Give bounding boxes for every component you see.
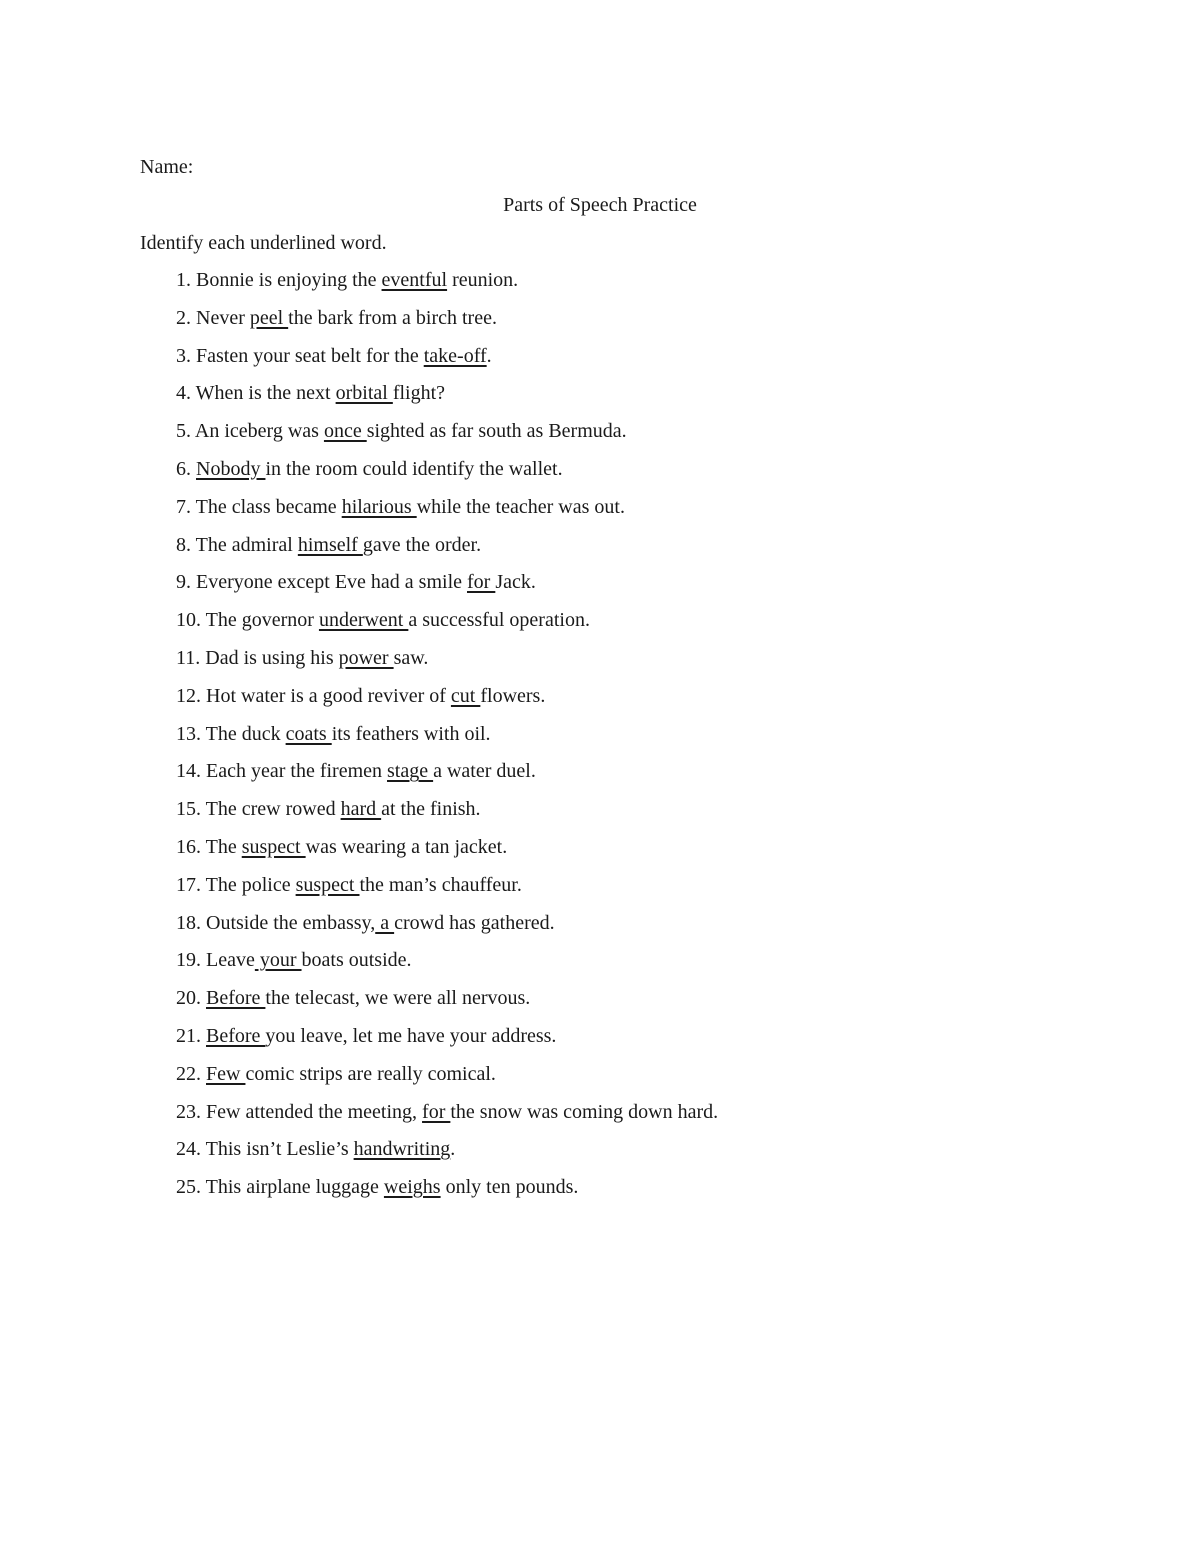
underlined-word: peel <box>249 306 289 329</box>
underlined-word: weighs <box>383 1176 441 1199</box>
underlined-word: take-off <box>423 344 487 367</box>
list-item: 18. Outside the embassy, a crowd has gathered. <box>176 911 555 934</box>
underlined-word: your <box>254 949 302 972</box>
underlined-word: cut <box>450 684 481 707</box>
list-item: 24. This isn’t Leslie’s handwriting. <box>176 1138 456 1161</box>
underlined-word: suspect <box>241 835 306 858</box>
name-label: Name: <box>140 156 194 178</box>
list-item: 1. Bonnie is enjoying the eventful reunion. <box>176 269 519 291</box>
underlined-word: a <box>375 911 395 934</box>
question-list <box>176 267 1076 1212</box>
list-item: 16. The suspect was wearing a tan jacket. <box>176 835 508 858</box>
underlined-word: eventful <box>381 269 448 291</box>
list-item: 8. The admiral himself gave the order. <box>176 533 482 556</box>
list-item: 25. This airplane luggage weighs only ten pounds. <box>176 1176 579 1199</box>
underlined-word: suspect <box>295 873 360 896</box>
underlined-word: hard <box>340 798 382 821</box>
underlined-word: Nobody <box>196 457 266 480</box>
underlined-word: once <box>323 420 367 443</box>
underlined-word: for <box>422 1100 451 1123</box>
list-item: 21. Before you leave, let me have your address. <box>176 1024 557 1047</box>
underlined-word: Few <box>206 1062 246 1085</box>
underlined-word: coats <box>285 722 332 745</box>
list-item: 9. Everyone except Eve had a smile for Jack. <box>176 571 536 594</box>
underlined-word: himself <box>297 533 363 556</box>
underlined-word: underwent <box>318 609 409 632</box>
underlined-word: hilarious <box>341 495 417 518</box>
list-item: 17. The police suspect the man’s chauffeur. <box>176 873 522 896</box>
list-item: 10. The governor underwent a successful operation. <box>176 609 590 632</box>
list-item: 2. Never peel the bark from a birch tree. <box>176 306 497 329</box>
underlined-word: Before <box>206 987 266 1010</box>
list-item: 4. When is the next orbital flight? <box>176 382 446 405</box>
list-item: 15. The crew rowed hard at the finish. <box>176 798 481 821</box>
list-item: 7. The class became hilarious while the teacher was out. <box>176 495 625 518</box>
instructions: Identify each underlined word. <box>140 232 387 254</box>
list-item: 6. Nobody in the room could identify the wallet. <box>176 457 563 480</box>
list-item: 23. Few attended the meeting, for the snow was coming down hard. <box>176 1100 719 1123</box>
list-item: 3. Fasten your seat belt for the take-off. <box>176 344 492 367</box>
list-item: 12. Hot water is a good reviver of cut flowers. <box>176 684 546 707</box>
list-item: 19. Leave your boats outside. <box>176 949 412 972</box>
list-item: 14. Each year the firemen stage a water duel. <box>176 760 536 783</box>
list-item: 5. An iceberg was once sighted as far south as Bermuda. <box>176 420 627 443</box>
underlined-word: stage <box>387 760 434 783</box>
underlined-word: handwriting <box>353 1138 451 1161</box>
underlined-word: for <box>467 571 496 594</box>
list-item: 11. Dad is using his power saw. <box>176 646 429 669</box>
page-title: Parts of Speech Practice <box>503 194 697 216</box>
list-item: 20. Before the telecast, we were all nervous. <box>176 987 531 1010</box>
underlined-word: Before <box>206 1024 266 1047</box>
underlined-word: power <box>338 646 394 669</box>
list-item: 22. Few comic strips are really comical. <box>176 1062 496 1085</box>
list-item: 13. The duck coats its feathers with oil. <box>176 722 491 745</box>
underlined-word: orbital <box>335 382 393 405</box>
